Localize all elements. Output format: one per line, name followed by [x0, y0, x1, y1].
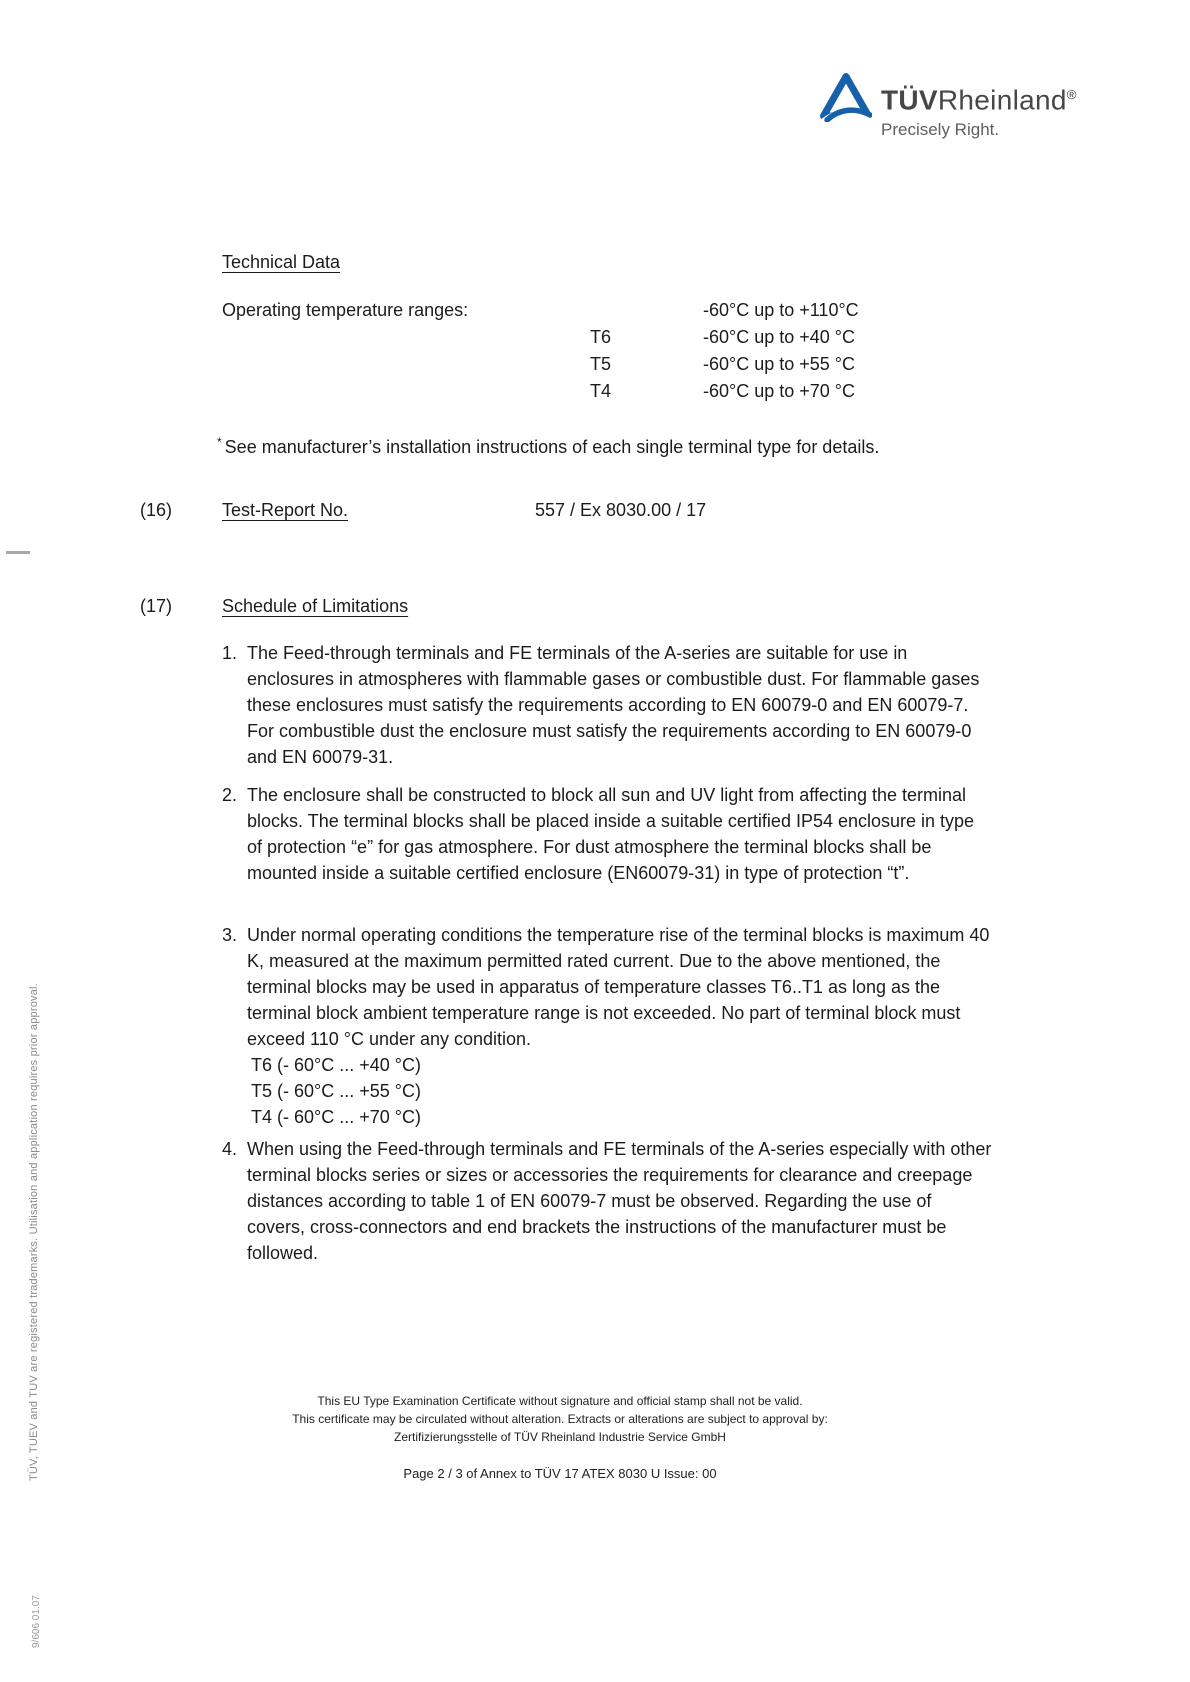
- temp-class-cell: T6: [590, 327, 612, 347]
- temp-label-spacer: [222, 351, 590, 378]
- temp-row: [222, 297, 1002, 324]
- footer-line-3: Zertifizierungsstelle of TÜV Rheinland Industrie Service GmbH: [394, 1430, 726, 1444]
- temp-label-spacer: [222, 324, 590, 351]
- limitation-item-number: 2.: [222, 785, 238, 805]
- section-17-number: (17): [140, 596, 173, 616]
- scan-edge-mark: [6, 551, 30, 554]
- temp-range-cell: -60°C up to +110°C: [703, 300, 859, 320]
- temp-class-cell: T5: [590, 354, 612, 374]
- logo-brand-rheinland: Rheinland: [937, 84, 1067, 116]
- logo-text-block: [881, 72, 1077, 140]
- logo-brand-tuv: TÜV: [881, 84, 938, 116]
- temp-range-cell: -60°C up to +40 °C: [703, 327, 855, 347]
- logo-registered-mark: ®: [1066, 87, 1077, 102]
- footer-validity-note: [140, 1392, 980, 1446]
- limitation-item-4: [222, 1136, 994, 1266]
- footer-line-1: This EU Type Examination Certificate without signature and official stamp shall not be valid.: [317, 1394, 803, 1408]
- limitation-item-2: [222, 782, 994, 886]
- temp-class-cell: [590, 297, 703, 324]
- operating-temperature-table: [222, 297, 1002, 405]
- limitation-item-text: Under normal operating conditions the temperature rise of the terminal blocks is maximum 40 K, measured at the maximum permitted rated current. Due to the above mentioned, the terminal blocks may be used in apparatus of temperature classes T6..T1 as long as the terminal block ambient temperature range is not exceeded. No part of terminal block must exceed 110 °C under any condition.: [247, 925, 990, 1049]
- temp-range-cell: -60°C up to +70 °C: [703, 381, 855, 401]
- temp-row: [222, 351, 1002, 378]
- limitation-item-3: [222, 922, 994, 1130]
- temp-class-subline: T5 (- 60°C ... +55 °C): [251, 1081, 421, 1101]
- test-report-value: 557 / Ex 8030.00 / 17: [535, 500, 707, 520]
- limitation-item-text: The Feed-through terminals and FE terminals of the A-series are suitable for use in enclosures in atmospheres with flammable gases or combustible dust. For flammable gases these enclosures must satisfy the requirements according to EN 60079-0 and EN 60079-7. For combustible dust the enclosure must satisfy the requirements according to EN 60079-0 and EN 60079-31.: [247, 643, 980, 767]
- footnote-marker: *: [217, 435, 222, 449]
- temp-range-cell: -60°C up to +55 °C: [703, 354, 855, 374]
- temp-class-cell: T4: [590, 381, 612, 401]
- limitation-item-text: When using the Feed-through terminals and FE terminals of the A-series especially with other terminal blocks series or sizes or accessories the requirements for clearance and creepage distances according to table 1 of EN 60079-7 must be observed. Regarding the use of covers, cross-connectors and end brackets the instructions of the manufacturer must be followed.: [247, 1139, 992, 1263]
- temp-label-spacer: [222, 378, 590, 405]
- operating-temp-label: Operating temperature ranges:: [222, 300, 469, 320]
- limitation-item-1: [222, 640, 994, 770]
- section-16-number: (16): [140, 500, 173, 520]
- tuv-rheinland-logo: [820, 72, 1077, 140]
- trademark-margin-note: TÜV, TUEV and TUV are registered trademarks. Utilisation and application requires prior approval.: [28, 983, 40, 1481]
- temp-class-subline: T6 (- 60°C ... +40 °C): [251, 1055, 421, 1075]
- limitation-item-number: 3.: [222, 925, 238, 945]
- footnote-text: See manufacturer’s installation instructions of each single terminal type for details.: [224, 437, 880, 457]
- limitation-item-text: The enclosure shall be constructed to block all sun and UV light from affecting the terminal blocks. The terminal blocks shall be placed inside a suitable certified IP54 enclosure in type of protection “e” for gas atmosphere. For dust atmosphere the terminal blocks shall be mounted inside a suitable certified enclosure (EN60079-31) in type of protection “t”.: [247, 785, 975, 883]
- temp-class-subline: T4 (- 60°C ... +70 °C): [251, 1107, 421, 1127]
- schedule-heading: Schedule of Limitations: [222, 596, 409, 616]
- logo-tagline: Precisely Right.: [881, 120, 1000, 140]
- technical-data-heading: Technical Data: [222, 252, 341, 272]
- logo-brand: [881, 80, 1077, 115]
- tuv-triangle-icon: [820, 72, 872, 122]
- form-code: 9/606 01.07: [31, 1595, 42, 1648]
- temp-row: [222, 378, 1002, 405]
- test-report-heading: Test-Report No.: [222, 500, 349, 520]
- limitation-item-number: 4.: [222, 1139, 238, 1159]
- limitation-item-number: 1.: [222, 643, 238, 663]
- temp-row: [222, 324, 1002, 351]
- footer-line-2: This certificate may be circulated without alteration. Extracts or alterations are subject to approval by:: [292, 1412, 828, 1426]
- footnote: [217, 429, 1027, 460]
- page-number-line: Page 2 / 3 of Annex to TÜV 17 ATEX 8030 U Issue: 00: [403, 1466, 717, 1481]
